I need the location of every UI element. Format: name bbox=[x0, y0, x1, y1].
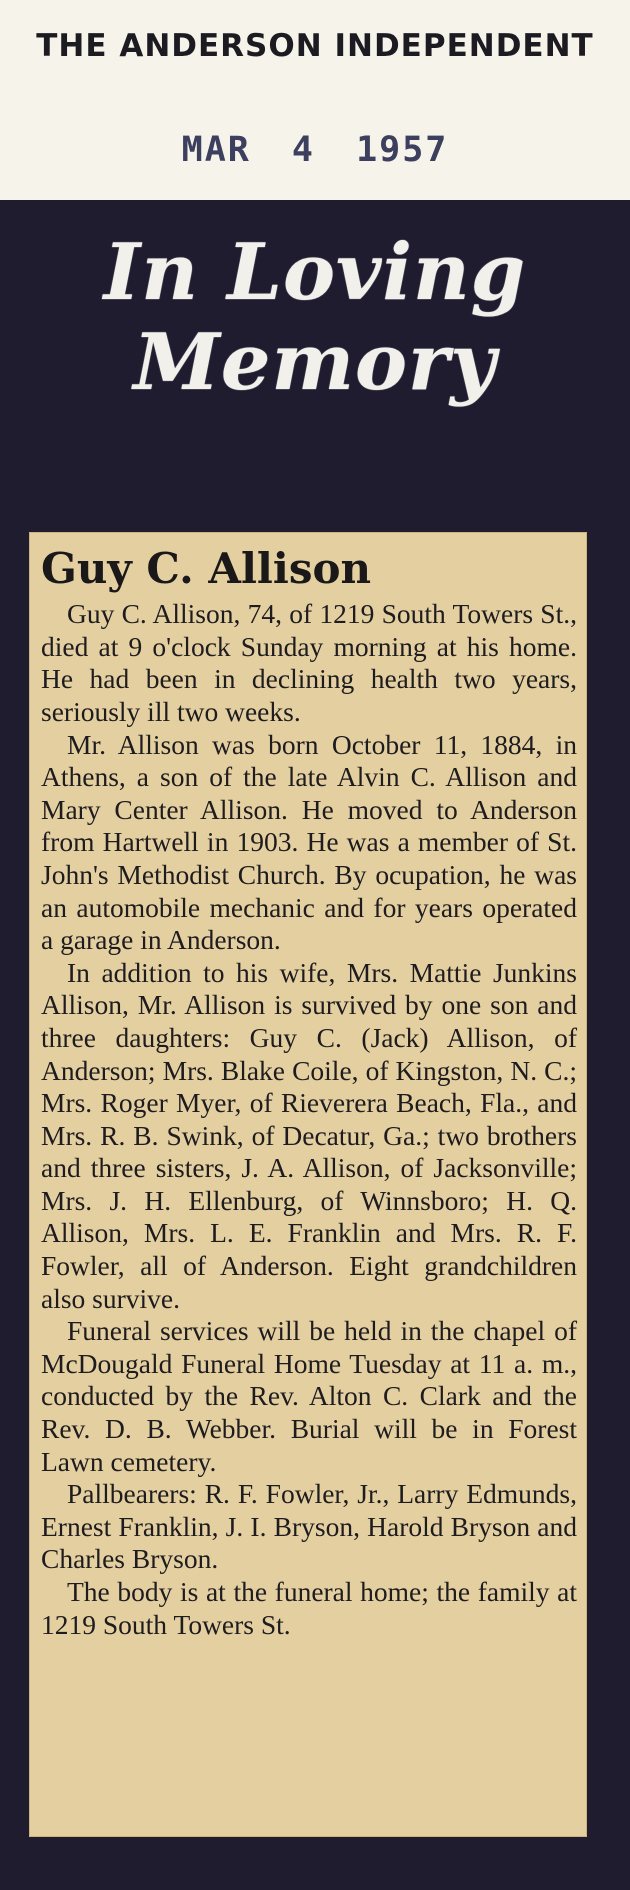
memorial-title-line-1: In Loving bbox=[103, 227, 527, 318]
obituary-paragraph: The body is at the funeral home; the family at 1219 South Towers St. bbox=[41, 1576, 577, 1640]
memorial-title-line-2: Memory bbox=[133, 316, 497, 408]
obituary-paragraph: Funeral services will be held in the chapel of McDougald Funeral Home Tuesday at 11 a. m., conducted by the Rev. Alton C. Clark and the Rev. D. B. Webber. Burial will be in Forest Lawn cemetery. bbox=[41, 1315, 577, 1477]
obituary-paragraph: Guy C. Allison, 74, of 1219 South Towers St., died at 9 o'clock Sunday morning at his home. He had been in declining health two years, seriously ill two weeks. bbox=[41, 598, 577, 727]
obituary-paragraph: Mr. Allison was born October 11, 1884, in Athens, a son of the late Alvin C. Allison and Mary Center Allison. He moved to Anderson from Hartwell in 1903. He was a member of St. John's Methodist Church. By ocupation, he was an automobile mechanic and for years operated a garage in Anderson. bbox=[41, 728, 577, 956]
date-stamp: MAR 4 1957 bbox=[181, 130, 449, 170]
obituary-clipping bbox=[29, 532, 587, 1837]
memorial-title bbox=[0, 228, 630, 407]
obituary-headline: Guy C. Allison bbox=[41, 544, 372, 593]
obituary-paragraph: In addition to his wife, Mrs. Mattie Junkins Allison, Mr. Allison is survived by one son and three daughters: Guy C. (Jack) Allison, of Anderson; Mrs. Blake Coile, of Kingston, N. C.; Mrs. Roger Myer, of Rieverera Beach, Fla., and Mrs. R. B. Swink, of Decatur, Ga.; two brothers and three sisters, J. A. Allison, of Jacksonville; Mrs. J. H. Ellenburg, of Winnsboro; H. Q. Allison, Mrs. L. E. Franklin and Mrs. R. F. Fowler, all of Anderson. Eight grandchildren also survive. bbox=[41, 956, 577, 1314]
obituary-paragraph: Pallbearers: R. F. Fowler, Jr., Larry Edmunds, Ernest Franklin, J. I. Bryson, Harold Bryson and Charles Bryson. bbox=[41, 1478, 577, 1575]
newspaper-header bbox=[0, 0, 630, 200]
newspaper-name: THE ANDERSON INDEPENDENT bbox=[36, 28, 594, 64]
